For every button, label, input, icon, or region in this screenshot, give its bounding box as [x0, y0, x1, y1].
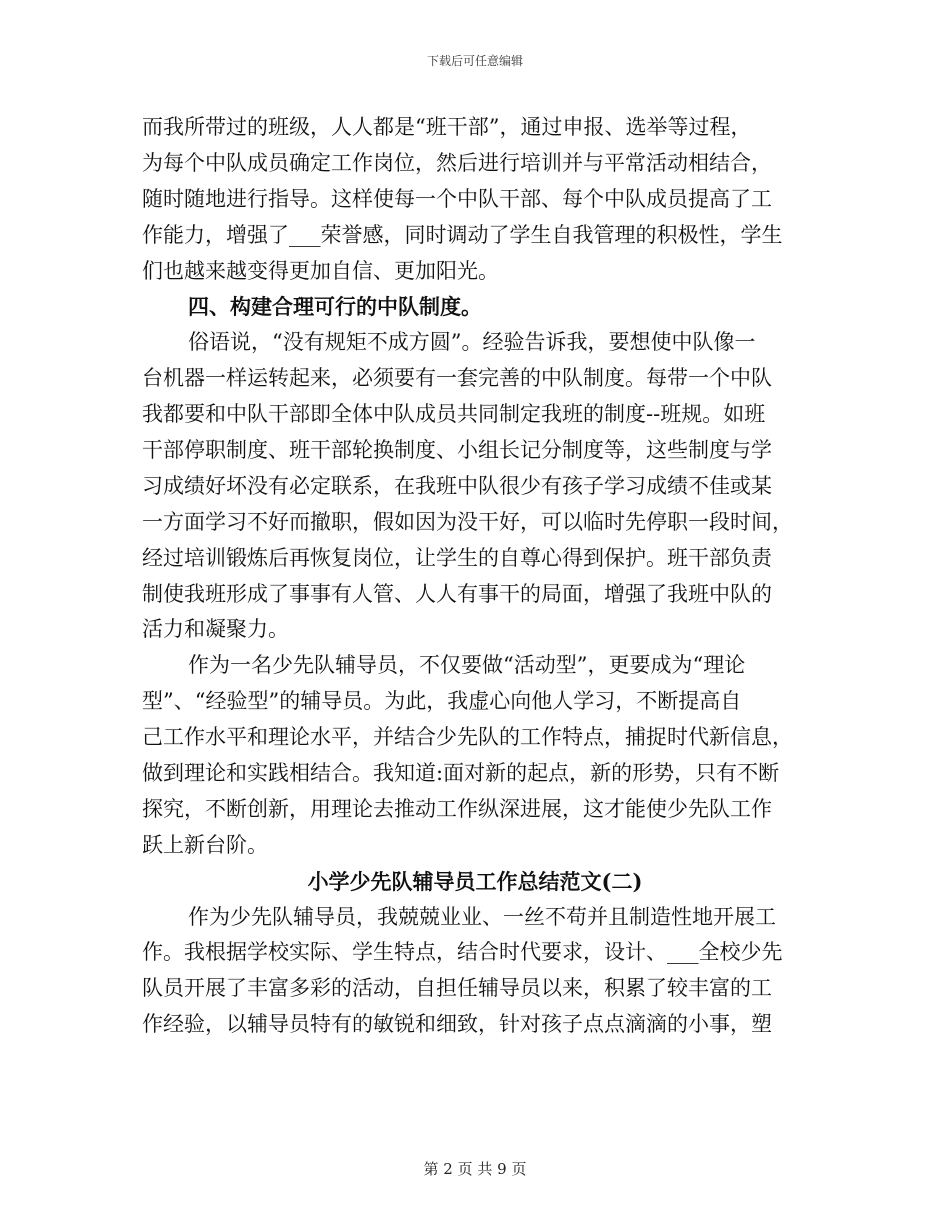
document-body: [142, 110, 808, 1043]
document-title: 小学少先队辅导员工作总结范文(二): [307, 868, 643, 894]
text-line: 作经验，以辅导员特有的敏锐和细致，针对孩子点点滴滴的小事，塑: [142, 1012, 772, 1037]
text-line: 己工作水平和理论水平，并结合少先队的工作特点，捕捉时代新信息，: [142, 725, 793, 750]
text-line: 作能力，增强了___荣誉感，同时调动了学生自我管理的积极性，学生: [142, 222, 783, 247]
text-line: 队员开展了丰富多彩的活动，自担任辅导员以来，积累了较丰富的工: [142, 976, 772, 1001]
text-line: 活力和凝聚力。: [142, 617, 289, 642]
text-line: 我都要和中队干部即全体中队成员共同制定我班的制度--班规。如班: [142, 402, 766, 427]
page-footer: 第 2 页 共 9 页: [423, 1160, 527, 1178]
text-line: 作为一名少先队辅导员，不仅要做“活动型”，更要成为“理论: [188, 653, 746, 678]
text-line: 作为少先队辅导员，我兢兢业业、一丝不苟并且制造性地开展工: [188, 904, 776, 929]
text-line: 干部停职制度、班干部轮换制度、小组长记分制度等，这些制度与学: [142, 438, 772, 463]
text-line: 经过培训锻炼后再恢复岗位，让学生的自尊心得到保护。班干部负责: [142, 545, 772, 570]
text-line: 做到理论和实践相结合。我知道:面对新的起点，新的形势，只有不断: [142, 761, 780, 786]
text-line: 而我所带过的班级，人人都是“班干部”，通过申报、选举等过程，: [142, 115, 752, 139]
text-line: 俗语说，“没有规矩不成方圆”。经验告诉我，要想使中队像一: [188, 330, 756, 355]
page-header: 下载后可任意编辑: [426, 54, 523, 68]
text-line: 跃上新台阶。: [142, 832, 268, 857]
text-line: 习成绩好坏没有必定联系，在我班中队很少有孩子学习成绩不佳或某: [142, 473, 772, 498]
text-line: 探究，不断创新，用理论去推动工作纵深进展，这才能使少先队工作: [142, 796, 772, 821]
section-heading: 四、构建合理可行的中队制度。: [188, 294, 482, 320]
text-line: 们也越来越变得更加自信、更加阳光。: [142, 258, 499, 283]
text-line: 一方面学习不好而撤职，假如因为没干好，可以临时先停职一段时间，: [142, 509, 793, 534]
text-line: 制使我班形成了事事有人管、人人有事干的局面，增强了我班中队的: [142, 581, 772, 606]
text-line: 型”、“经验型”的辅导员。为此，我虚心向他人学习，不断提高自: [142, 689, 742, 714]
text-line: 为每个中队成员确定工作岗位，然后进行培训并与平常活动相结合，: [142, 150, 772, 175]
text-line: 作。我根据学校实际、学生特点，结合时代要求，设计、___全校少先: [142, 940, 783, 965]
text-line: 台机器一样运转起来，必须要有一套完善的中队制度。每带一个中队: [142, 366, 772, 391]
text-line: 随时随地进行指导。这样使每一个中队干部、每个中队成员提高了工: [142, 186, 772, 211]
